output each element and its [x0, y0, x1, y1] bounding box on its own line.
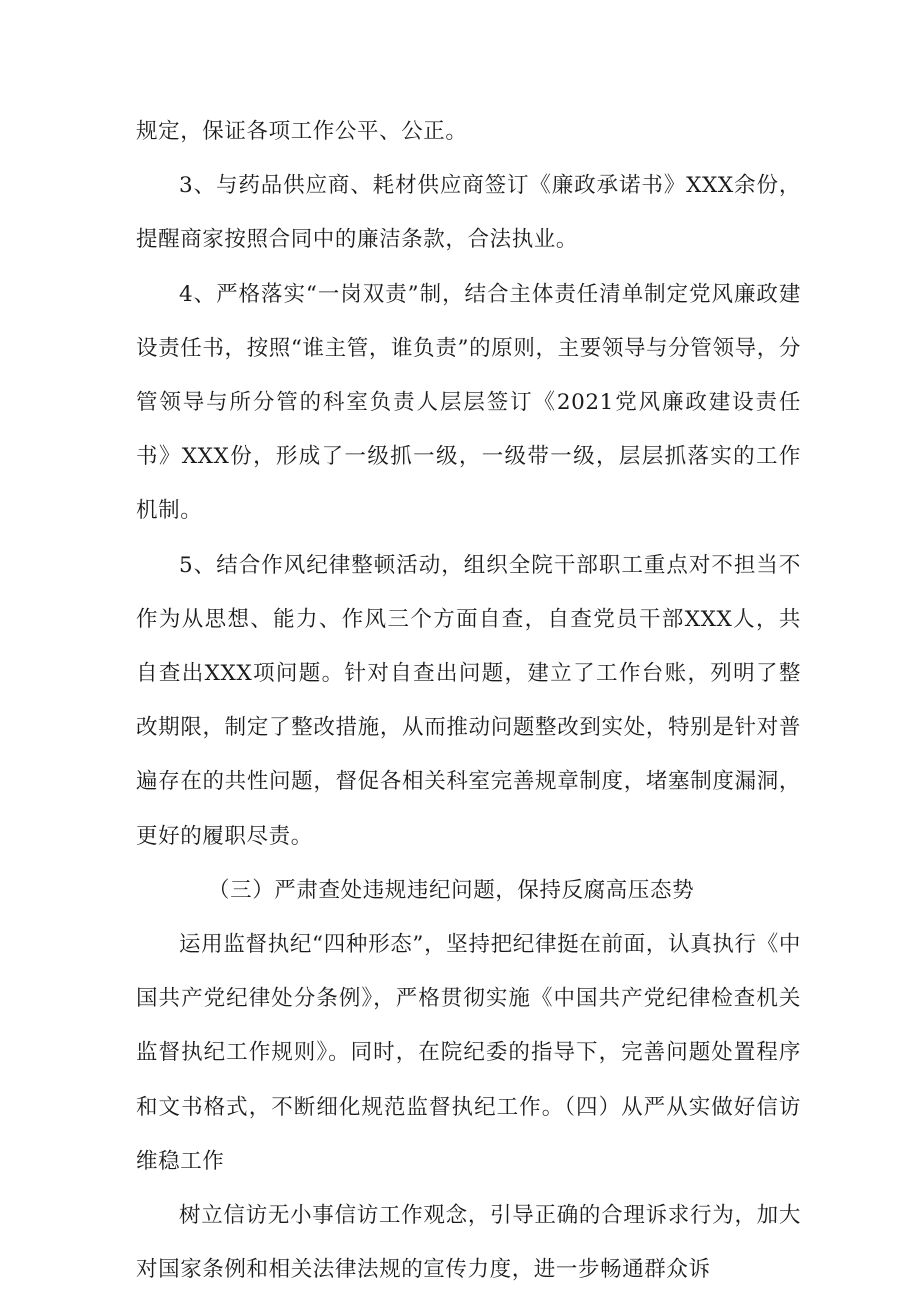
paragraph-discipline: 运用监督执纪“四种形态”，坚持把纪律挺在前面，认真执行《中国共产党纪律处分条例》，严格贯彻实施《中国共产党纪律检查机关监督执纪工作规则》。同时，在院纪委的指导下，完善问题处置程序和文书格式，不断细化规范监督执纪工作。（四）从严从实做好信访维稳工作	[136, 932, 801, 1174]
paragraph-item-5: 5、结合作风纪律整顿活动，组织全院干部职工重点对不担当不作为从思想、能力、作风三个方面自查，自查党员干部XXX人，共自查出XXX项问题。针对自查出问题，建立了工作台账，列明了整改期限，制定了整改措施，从而推动问题整改到实处，特别是针对普遍存在的共性问题，督促各相关科室完善规章制度，堵塞制度漏洞，更好的履职尽责。	[136, 552, 801, 849]
paragraph-item-3: 3、与药品供应商、耗材供应商签订《廉政承诺书》XXX余份，提醒商家按照合同中的廉洁条款，合法执业。	[136, 173, 801, 253]
paragraph-item-4: 4、严格落实“一岗双责”制，结合主体责任清单制定党风廉政建设责任书，按照“谁主管，谁负责”的原则，主要领导与分管领导，分管领导与所分管的科室负责人层层签订《2021党风廉政建设责任书》XXX份，形成了一级抓一级，一级带一级，层层抓落实的工作机制。	[136, 281, 801, 524]
section-heading-3: （三）严肃查处违规违纪问题，保持反腐高压态势	[208, 877, 695, 903]
paragraph-intro-tail: 规定，保证各项工作公平、公正。	[136, 119, 468, 144]
paragraph-petition: 树立信访无小事信访工作观念，引导正确的合理诉求行为，加大对国家条例和相关法律法规的宣传力度，进一步畅通群众诉	[136, 1203, 801, 1283]
document-page	[136, 105, 801, 1297]
